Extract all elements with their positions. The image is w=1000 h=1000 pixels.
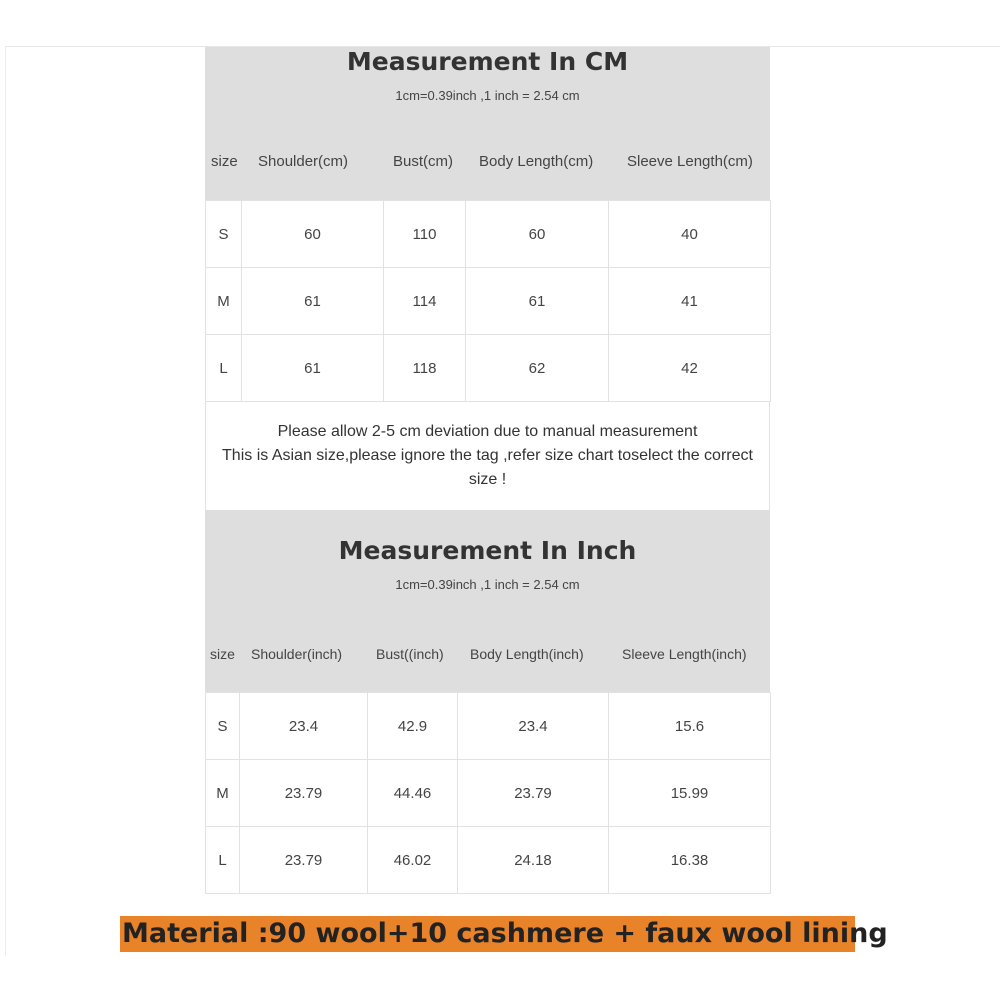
cm-size-chart (205, 47, 770, 512)
table-row (206, 693, 771, 760)
cm-col-sleeve-length: Sleeve Length(cm) (627, 153, 753, 170)
cm-cell-body-length: 60 (466, 201, 609, 268)
inch-cell-shoulder: 23.79 (240, 760, 368, 827)
inch-cell-size: M (206, 760, 240, 827)
cm-conversion-note: 1cm=0.39inch ,1 inch = 2.54 cm (395, 88, 580, 103)
table-row (206, 201, 771, 268)
inch-cell-size: L (206, 827, 240, 894)
material-banner: Material :90 wool+10 cashmere + faux wool lining (120, 916, 855, 952)
inch-cell-body-length: 24.18 (458, 827, 609, 894)
table-row (206, 760, 771, 827)
inch-cell-shoulder: 23.79 (240, 827, 368, 894)
inch-col-sleeve-length: Sleeve Length(inch) (622, 646, 747, 662)
cm-cell-bust: 118 (384, 335, 466, 402)
inch-cell-bust: 46.02 (368, 827, 458, 894)
inch-cell-bust: 44.46 (368, 760, 458, 827)
cm-col-body-length: Body Length(cm) (479, 153, 594, 170)
inch-cell-body-length: 23.4 (458, 693, 609, 760)
cm-cell-bust: 110 (384, 201, 466, 268)
inch-size-chart (205, 510, 770, 894)
cm-table (205, 200, 771, 402)
cm-cell-size: M (206, 268, 242, 335)
inch-cell-size: S (206, 693, 240, 760)
table-row (206, 268, 771, 335)
cm-cell-sleeve-length: 41 (609, 268, 771, 335)
cm-cell-shoulder: 60 (242, 201, 384, 268)
table-row (206, 827, 771, 894)
inch-col-bust: Bust((inch) (376, 646, 444, 662)
inch-col-body-length: Body Length(inch) (470, 646, 584, 662)
cm-cell-shoulder: 61 (242, 268, 384, 335)
deviation-note: Please allow 2-5 cm deviation due to manual measurement (277, 423, 698, 440)
measurement-note (205, 402, 770, 512)
inch-cell-bust: 42.9 (368, 693, 458, 760)
cm-header-band (205, 47, 770, 200)
cm-cell-body-length: 61 (466, 268, 609, 335)
inch-table (205, 692, 771, 894)
inch-cell-body-length: 23.79 (458, 760, 609, 827)
cm-cell-size: L (206, 335, 242, 402)
left-divider (5, 46, 6, 956)
inch-col-shoulder: Shoulder(inch) (251, 646, 343, 662)
inch-conversion-note: 1cm=0.39inch ,1 inch = 2.54 cm (395, 577, 580, 592)
asian-size-note: This is Asian size,please ignore the tag ,refer size chart toselect the correct size ! (222, 447, 753, 488)
inch-cell-sleeve-length: 15.99 (609, 760, 771, 827)
cm-col-bust: Bust(cm) (393, 153, 453, 170)
table-row (206, 335, 771, 402)
cm-cell-size: S (206, 201, 242, 268)
inch-cell-sleeve-length: 15.6 (609, 693, 771, 760)
inch-cell-sleeve-length: 16.38 (609, 827, 771, 894)
cm-col-size: size (211, 153, 238, 170)
cm-cell-sleeve-length: 42 (609, 335, 771, 402)
inch-header-band (205, 510, 770, 692)
cm-cell-shoulder: 61 (242, 335, 384, 402)
inch-title: Measurement In Inch (338, 536, 637, 565)
inch-cell-shoulder: 23.4 (240, 693, 368, 760)
cm-col-shoulder: Shoulder(cm) (258, 153, 349, 170)
inch-col-size: size (210, 646, 235, 662)
cm-cell-body-length: 62 (466, 335, 609, 402)
cm-title: Measurement In CM (346, 47, 629, 76)
cm-cell-sleeve-length: 40 (609, 201, 771, 268)
cm-cell-bust: 114 (384, 268, 466, 335)
